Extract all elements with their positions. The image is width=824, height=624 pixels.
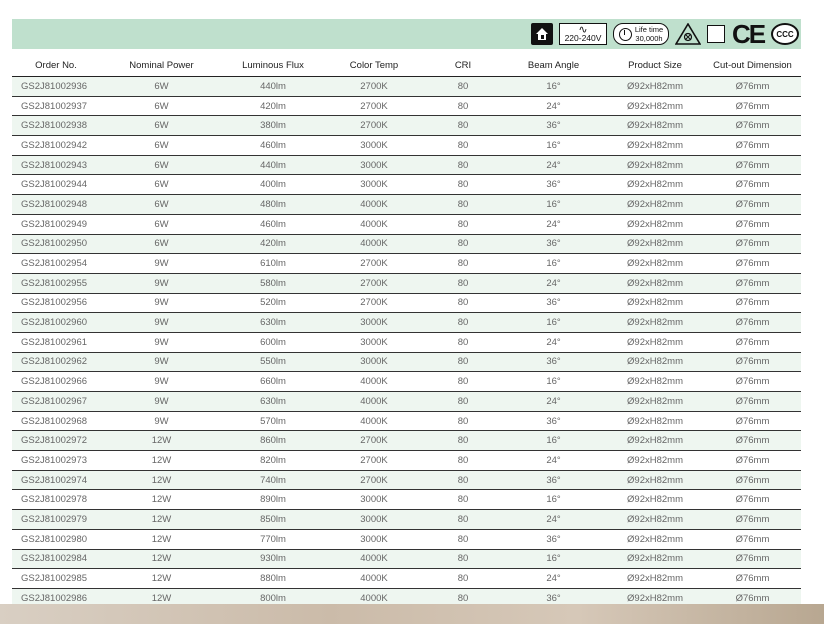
table-cell: Ø92xH82mm bbox=[606, 332, 704, 352]
table-cell: 580lm bbox=[223, 273, 323, 293]
table-cell: Ø92xH82mm bbox=[606, 254, 704, 274]
table-cell: 36° bbox=[501, 293, 606, 313]
table-cell: 12W bbox=[100, 451, 223, 471]
table-cell: Ø76mm bbox=[704, 293, 801, 313]
table-cell: Ø76mm bbox=[704, 352, 801, 372]
lifetime-hours: 30,000h bbox=[635, 34, 663, 43]
table-cell: 3000K bbox=[323, 352, 425, 372]
table-row bbox=[12, 116, 801, 136]
table-row bbox=[12, 549, 801, 569]
table-cell: Ø92xH82mm bbox=[606, 96, 704, 116]
column-header: Luminous Flux bbox=[223, 54, 323, 77]
table-cell: 2700K bbox=[323, 273, 425, 293]
table-cell: Ø92xH82mm bbox=[606, 175, 704, 195]
table-row bbox=[12, 392, 801, 412]
table-cell: 4000K bbox=[323, 549, 425, 569]
table-cell: 36° bbox=[501, 470, 606, 490]
table-row bbox=[12, 175, 801, 195]
table-cell: 80 bbox=[425, 392, 501, 412]
table-cell: GS2J81002944 bbox=[12, 175, 100, 195]
table-row bbox=[12, 451, 801, 471]
table-cell: 80 bbox=[425, 332, 501, 352]
table-cell: GS2J81002937 bbox=[12, 96, 100, 116]
table-cell: Ø92xH82mm bbox=[606, 569, 704, 589]
table-cell: GS2J81002942 bbox=[12, 136, 100, 156]
table-cell: Ø92xH82mm bbox=[606, 392, 704, 412]
table-cell: Ø76mm bbox=[704, 372, 801, 392]
spec-table bbox=[12, 54, 801, 609]
table-cell: 80 bbox=[425, 195, 501, 215]
table-cell: Ø76mm bbox=[704, 451, 801, 471]
table-cell: Ø92xH82mm bbox=[606, 588, 704, 608]
table-cell: Ø76mm bbox=[704, 116, 801, 136]
table-cell: Ø76mm bbox=[704, 136, 801, 156]
table-cell: Ø76mm bbox=[704, 392, 801, 412]
table-cell: 3000K bbox=[323, 313, 425, 333]
table-row bbox=[12, 136, 801, 156]
table-cell: 12W bbox=[100, 569, 223, 589]
table-cell: 660lm bbox=[223, 372, 323, 392]
table-cell: 24° bbox=[501, 332, 606, 352]
table-cell: Ø92xH82mm bbox=[606, 116, 704, 136]
table-cell: 80 bbox=[425, 293, 501, 313]
table-cell: GS2J81002950 bbox=[12, 234, 100, 254]
table-cell: GS2J81002948 bbox=[12, 195, 100, 215]
table-cell: Ø92xH82mm bbox=[606, 529, 704, 549]
table-cell: 24° bbox=[501, 96, 606, 116]
table-cell: Ø76mm bbox=[704, 313, 801, 333]
table-cell: GS2J81002949 bbox=[12, 214, 100, 234]
table-cell: 420lm bbox=[223, 96, 323, 116]
table-cell: 80 bbox=[425, 451, 501, 471]
table-cell: GS2J81002962 bbox=[12, 352, 100, 372]
table-cell: 2700K bbox=[323, 293, 425, 313]
table-cell: 550lm bbox=[223, 352, 323, 372]
table-cell: 80 bbox=[425, 549, 501, 569]
table-cell: GS2J81002960 bbox=[12, 313, 100, 333]
table-cell: 12W bbox=[100, 588, 223, 608]
table-cell: Ø76mm bbox=[704, 411, 801, 431]
table-cell: 36° bbox=[501, 234, 606, 254]
table-cell: GS2J81002956 bbox=[12, 293, 100, 313]
table-cell: GS2J81002961 bbox=[12, 332, 100, 352]
table-row bbox=[12, 254, 801, 274]
table-cell: 3000K bbox=[323, 155, 425, 175]
table-cell: 80 bbox=[425, 431, 501, 451]
table-cell: GS2J81002938 bbox=[12, 116, 100, 136]
table-row bbox=[12, 214, 801, 234]
table-cell: GS2J81002954 bbox=[12, 254, 100, 274]
clock-icon bbox=[619, 28, 632, 41]
table-cell: 4000K bbox=[323, 588, 425, 608]
table-cell: 400lm bbox=[223, 175, 323, 195]
table-cell: 24° bbox=[501, 451, 606, 471]
table-cell: 24° bbox=[501, 214, 606, 234]
table-cell: 820lm bbox=[223, 451, 323, 471]
table-cell: 3000K bbox=[323, 332, 425, 352]
table-cell: 36° bbox=[501, 352, 606, 372]
table-cell: 520lm bbox=[223, 293, 323, 313]
photo-edge bbox=[0, 604, 824, 624]
table-cell: Ø92xH82mm bbox=[606, 313, 704, 333]
table-body bbox=[12, 77, 801, 609]
table-cell: Ø76mm bbox=[704, 549, 801, 569]
table-cell: 800lm bbox=[223, 588, 323, 608]
table-cell: 380lm bbox=[223, 116, 323, 136]
table-cell: Ø76mm bbox=[704, 195, 801, 215]
table-cell: Ø76mm bbox=[704, 490, 801, 510]
table-cell: 16° bbox=[501, 195, 606, 215]
table-row bbox=[12, 490, 801, 510]
table-cell: 2700K bbox=[323, 254, 425, 274]
table-cell: Ø92xH82mm bbox=[606, 234, 704, 254]
table-cell: Ø76mm bbox=[704, 569, 801, 589]
table-cell: Ø76mm bbox=[704, 470, 801, 490]
table-cell: 12W bbox=[100, 549, 223, 569]
table-cell: 9W bbox=[100, 332, 223, 352]
table-cell: 16° bbox=[501, 313, 606, 333]
table-cell: 630lm bbox=[223, 392, 323, 412]
table-cell: Ø92xH82mm bbox=[606, 372, 704, 392]
table-cell: 860lm bbox=[223, 431, 323, 451]
table-cell: 4000K bbox=[323, 392, 425, 412]
table-cell: GS2J81002980 bbox=[12, 529, 100, 549]
table-cell: 80 bbox=[425, 490, 501, 510]
column-header: Cut-out Dimension bbox=[704, 54, 801, 77]
table-cell: 80 bbox=[425, 273, 501, 293]
table-cell: 770lm bbox=[223, 529, 323, 549]
table-cell: 9W bbox=[100, 273, 223, 293]
certification-icons bbox=[531, 18, 799, 49]
table-row bbox=[12, 332, 801, 352]
table-cell: 460lm bbox=[223, 214, 323, 234]
lifetime-label: Life time bbox=[634, 25, 664, 34]
table-cell: Ø76mm bbox=[704, 510, 801, 530]
table-cell: 880lm bbox=[223, 569, 323, 589]
table-cell: 24° bbox=[501, 273, 606, 293]
table-row bbox=[12, 372, 801, 392]
table-cell: 80 bbox=[425, 175, 501, 195]
indoor-use-icon bbox=[531, 23, 553, 45]
table-cell: 3000K bbox=[323, 490, 425, 510]
table-cell: Ø92xH82mm bbox=[606, 352, 704, 372]
table-cell: 24° bbox=[501, 510, 606, 530]
table-cell: 36° bbox=[501, 116, 606, 136]
table-cell: 630lm bbox=[223, 313, 323, 333]
table-cell: 80 bbox=[425, 136, 501, 156]
table-cell: 80 bbox=[425, 116, 501, 136]
table-cell: 600lm bbox=[223, 332, 323, 352]
table-cell: 4000K bbox=[323, 372, 425, 392]
column-header: Beam Angle bbox=[501, 54, 606, 77]
table-cell: 440lm bbox=[223, 155, 323, 175]
table-cell: 930lm bbox=[223, 549, 323, 569]
table-cell: 80 bbox=[425, 411, 501, 431]
class-ii-icon bbox=[707, 25, 725, 43]
table-cell: 80 bbox=[425, 254, 501, 274]
table-cell: 80 bbox=[425, 372, 501, 392]
table-row bbox=[12, 77, 801, 97]
table-cell: GS2J81002984 bbox=[12, 549, 100, 569]
table-cell: 2700K bbox=[323, 470, 425, 490]
table-cell: 12W bbox=[100, 490, 223, 510]
table-cell: Ø92xH82mm bbox=[606, 195, 704, 215]
lifetime-icon bbox=[613, 23, 669, 45]
table-cell: Ø92xH82mm bbox=[606, 77, 704, 97]
table-row bbox=[12, 155, 801, 175]
table-cell: 480lm bbox=[223, 195, 323, 215]
table-cell: Ø92xH82mm bbox=[606, 490, 704, 510]
table-cell: 2700K bbox=[323, 451, 425, 471]
table-cell: 16° bbox=[501, 372, 606, 392]
table-cell: Ø76mm bbox=[704, 588, 801, 608]
voltage-icon: ∿ 220-240V bbox=[559, 23, 607, 45]
table-cell: Ø92xH82mm bbox=[606, 470, 704, 490]
table-cell: 24° bbox=[501, 569, 606, 589]
table-cell: 890lm bbox=[223, 490, 323, 510]
table-row bbox=[12, 431, 801, 451]
table-row bbox=[12, 96, 801, 116]
table-cell: 16° bbox=[501, 549, 606, 569]
table-cell: 850lm bbox=[223, 510, 323, 530]
table-cell: 6W bbox=[100, 77, 223, 97]
table-cell: GS2J81002974 bbox=[12, 470, 100, 490]
table-cell: Ø92xH82mm bbox=[606, 273, 704, 293]
table-cell: 16° bbox=[501, 490, 606, 510]
table-cell: 24° bbox=[501, 155, 606, 175]
table-cell: GS2J81002973 bbox=[12, 451, 100, 471]
table-cell: 16° bbox=[501, 254, 606, 274]
table-cell: GS2J81002936 bbox=[12, 77, 100, 97]
table-cell: GS2J81002966 bbox=[12, 372, 100, 392]
column-header: Product Size bbox=[606, 54, 704, 77]
column-header: Color Temp bbox=[323, 54, 425, 77]
table-cell: GS2J81002978 bbox=[12, 490, 100, 510]
table-cell: GS2J81002955 bbox=[12, 273, 100, 293]
table-row bbox=[12, 470, 801, 490]
table-cell: 12W bbox=[100, 510, 223, 530]
table-cell: Ø76mm bbox=[704, 254, 801, 274]
table-cell: 6W bbox=[100, 96, 223, 116]
table-cell: Ø76mm bbox=[704, 529, 801, 549]
table-row bbox=[12, 234, 801, 254]
table-cell: 2700K bbox=[323, 116, 425, 136]
table-cell: 420lm bbox=[223, 234, 323, 254]
table-cell: Ø92xH82mm bbox=[606, 549, 704, 569]
table-cell: 36° bbox=[501, 411, 606, 431]
warning-triangle-icon bbox=[675, 23, 701, 45]
table-cell: 80 bbox=[425, 510, 501, 530]
table-cell: Ø76mm bbox=[704, 332, 801, 352]
table-cell: 12W bbox=[100, 470, 223, 490]
table-cell: Ø92xH82mm bbox=[606, 136, 704, 156]
table-row bbox=[12, 411, 801, 431]
table-cell: 4000K bbox=[323, 214, 425, 234]
table-cell: Ø76mm bbox=[704, 214, 801, 234]
table-cell: 16° bbox=[501, 136, 606, 156]
table-cell: 80 bbox=[425, 588, 501, 608]
table-cell: Ø92xH82mm bbox=[606, 293, 704, 313]
table-cell: 6W bbox=[100, 155, 223, 175]
table-cell: 12W bbox=[100, 431, 223, 451]
table-cell: 9W bbox=[100, 293, 223, 313]
table-cell: 740lm bbox=[223, 470, 323, 490]
table-row bbox=[12, 569, 801, 589]
table-cell: 3000K bbox=[323, 175, 425, 195]
table-cell: 24° bbox=[501, 392, 606, 412]
table-cell: Ø76mm bbox=[704, 234, 801, 254]
table-cell: 3000K bbox=[323, 136, 425, 156]
table-cell: 80 bbox=[425, 313, 501, 333]
table-cell: Ø92xH82mm bbox=[606, 155, 704, 175]
table-cell: 9W bbox=[100, 411, 223, 431]
voltage-label: 220-240V bbox=[564, 32, 602, 43]
table-cell: 6W bbox=[100, 136, 223, 156]
table-cell: 6W bbox=[100, 195, 223, 215]
table-cell: 36° bbox=[501, 175, 606, 195]
table-cell: 2700K bbox=[323, 77, 425, 97]
table-cell: 4000K bbox=[323, 569, 425, 589]
table-cell: 80 bbox=[425, 352, 501, 372]
table-cell: Ø92xH82mm bbox=[606, 510, 704, 530]
table-cell: 80 bbox=[425, 470, 501, 490]
table-cell: 80 bbox=[425, 77, 501, 97]
table-cell: GS2J81002943 bbox=[12, 155, 100, 175]
table-cell: Ø92xH82mm bbox=[606, 411, 704, 431]
table-cell: 80 bbox=[425, 529, 501, 549]
table-row bbox=[12, 529, 801, 549]
table-row bbox=[12, 293, 801, 313]
table-cell: GS2J81002985 bbox=[12, 569, 100, 589]
table-cell: Ø76mm bbox=[704, 155, 801, 175]
table-cell: Ø76mm bbox=[704, 273, 801, 293]
table-cell: GS2J81002986 bbox=[12, 588, 100, 608]
table-row bbox=[12, 195, 801, 215]
table-cell: 610lm bbox=[223, 254, 323, 274]
table-cell: 6W bbox=[100, 214, 223, 234]
table-cell: Ø92xH82mm bbox=[606, 214, 704, 234]
table-cell: 80 bbox=[425, 214, 501, 234]
table-cell: Ø76mm bbox=[704, 431, 801, 451]
table-row bbox=[12, 510, 801, 530]
table-cell: 9W bbox=[100, 254, 223, 274]
table-cell: GS2J81002972 bbox=[12, 431, 100, 451]
table-cell: 9W bbox=[100, 313, 223, 333]
table-cell: GS2J81002968 bbox=[12, 411, 100, 431]
table-cell: 3000K bbox=[323, 510, 425, 530]
table-cell: GS2J81002967 bbox=[12, 392, 100, 412]
table-cell: Ø92xH82mm bbox=[606, 431, 704, 451]
table-cell: 570lm bbox=[223, 411, 323, 431]
table-cell: 440lm bbox=[223, 77, 323, 97]
table-cell: 80 bbox=[425, 96, 501, 116]
table-cell: 2700K bbox=[323, 431, 425, 451]
table-cell: 16° bbox=[501, 431, 606, 451]
table-cell: 460lm bbox=[223, 136, 323, 156]
table-cell: 80 bbox=[425, 234, 501, 254]
table-cell: Ø76mm bbox=[704, 77, 801, 97]
table-row bbox=[12, 352, 801, 372]
table-cell: 80 bbox=[425, 155, 501, 175]
table-cell: 4000K bbox=[323, 411, 425, 431]
table-cell: 3000K bbox=[323, 529, 425, 549]
table-cell: 4000K bbox=[323, 195, 425, 215]
table-cell: 12W bbox=[100, 529, 223, 549]
table-cell: GS2J81002979 bbox=[12, 510, 100, 530]
table-cell: 36° bbox=[501, 588, 606, 608]
table-cell: Ø92xH82mm bbox=[606, 451, 704, 471]
table-row bbox=[12, 313, 801, 333]
ce-mark-icon: CE bbox=[731, 18, 765, 49]
header-band bbox=[12, 19, 801, 49]
table-cell: 6W bbox=[100, 116, 223, 136]
column-header: Nominal Power bbox=[100, 54, 223, 77]
table-cell: Ø76mm bbox=[704, 175, 801, 195]
table-cell: 4000K bbox=[323, 234, 425, 254]
table-cell: 80 bbox=[425, 569, 501, 589]
table-cell: Ø76mm bbox=[704, 96, 801, 116]
table-cell: 9W bbox=[100, 352, 223, 372]
table-cell: 9W bbox=[100, 392, 223, 412]
table-cell: 9W bbox=[100, 372, 223, 392]
table-row bbox=[12, 273, 801, 293]
table-cell: 2700K bbox=[323, 96, 425, 116]
table-cell: 36° bbox=[501, 529, 606, 549]
table-cell: 16° bbox=[501, 77, 606, 97]
ccc-mark-icon: CCC bbox=[771, 23, 799, 45]
table-cell: 6W bbox=[100, 175, 223, 195]
table-cell: 6W bbox=[100, 234, 223, 254]
column-header: Order No. bbox=[12, 54, 100, 77]
column-header: CRI bbox=[425, 54, 501, 77]
table-header-row bbox=[12, 54, 801, 77]
